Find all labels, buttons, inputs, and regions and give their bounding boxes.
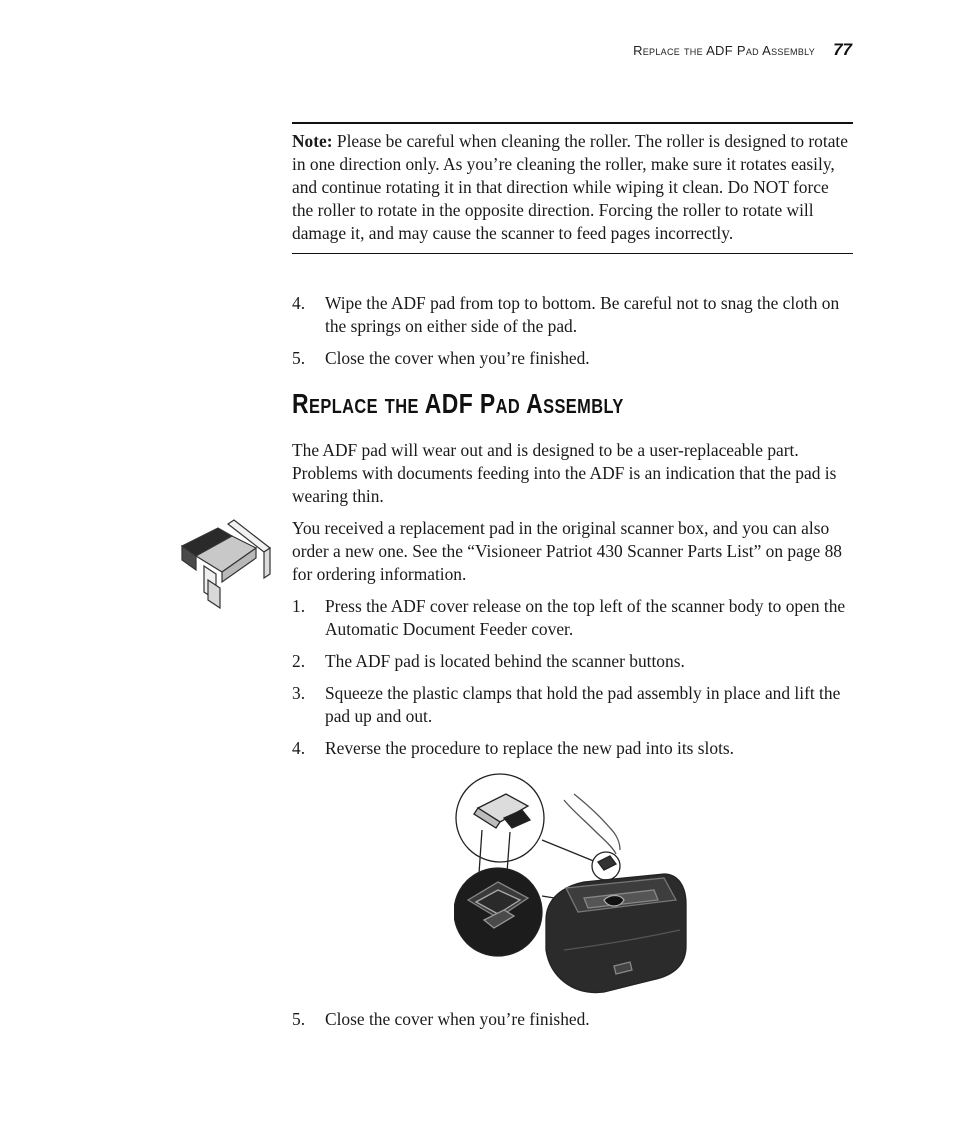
adf-pad-illustration [178, 518, 274, 610]
list-item [292, 347, 853, 370]
step-number: 5. [292, 348, 306, 368]
paragraph: The ADF pad will wear out and is designed to be a user-replaceable part. Problems with documents feeding into the ADF is an indication that the pad is wearing thin. [292, 440, 837, 506]
list-item [292, 682, 853, 728]
note-box [292, 122, 853, 254]
list-item [292, 737, 853, 760]
step-number: 3. [292, 683, 306, 703]
section-heading: Replace the ADF Pad Assembly [292, 388, 624, 419]
list-item [292, 1008, 853, 1031]
running-title: Replace the ADF Pad Assembly [633, 43, 816, 58]
step-number: 4. [292, 738, 306, 758]
step-text: The ADF pad is located behind the scanner buttons. [325, 651, 685, 671]
step-number: 2. [292, 651, 306, 671]
note-label: Note: [292, 131, 333, 151]
list-item [292, 595, 853, 641]
note-text: Please be careful when cleaning the roller. The roller is designed to rotate in one direction only. As you’re cleaning the roller, make sure it rotates easily, and continue rotating it in that direction while wiping it clean. Do NOT force the roller to rotate in the opposite direction. Forcing the roller to rotate will damage it, and may cause the scanner to feed pages incorrectly. [292, 131, 848, 243]
step-number: 1. [292, 596, 306, 616]
step-text: Reverse the procedure to replace the new pad into its slots. [325, 738, 735, 758]
section-body [292, 439, 853, 769]
page-number: 77 [833, 40, 852, 59]
step-text: Squeeze the plastic clamps that hold the pad assembly in place and lift the pad up and out. [325, 683, 841, 726]
cleaning-steps [292, 292, 853, 379]
running-header [633, 40, 852, 60]
step-number: 5. [292, 1009, 306, 1029]
step-text: Close the cover when you’re finished. [325, 1009, 590, 1029]
paragraph: You received a replacement pad in the original scanner box, and you can also order a new one. See the “Visioneer Patriot 430 Scanner Parts List” on page 88 for ordering information. [292, 518, 842, 584]
step-number: 4. [292, 293, 306, 313]
step-text: Wipe the ADF pad from top to bottom. Be careful not to snag the cloth on the springs on either side of the pad. [325, 293, 840, 336]
list-item [292, 292, 853, 338]
final-step [292, 1008, 853, 1040]
scanner-pad-replacement-diagram [454, 770, 690, 1000]
step-text: Close the cover when you’re finished. [325, 348, 590, 368]
step-text: Press the ADF cover release on the top left of the scanner body to open the Automatic Document Feeder cover. [325, 596, 846, 639]
list-item [292, 650, 853, 673]
